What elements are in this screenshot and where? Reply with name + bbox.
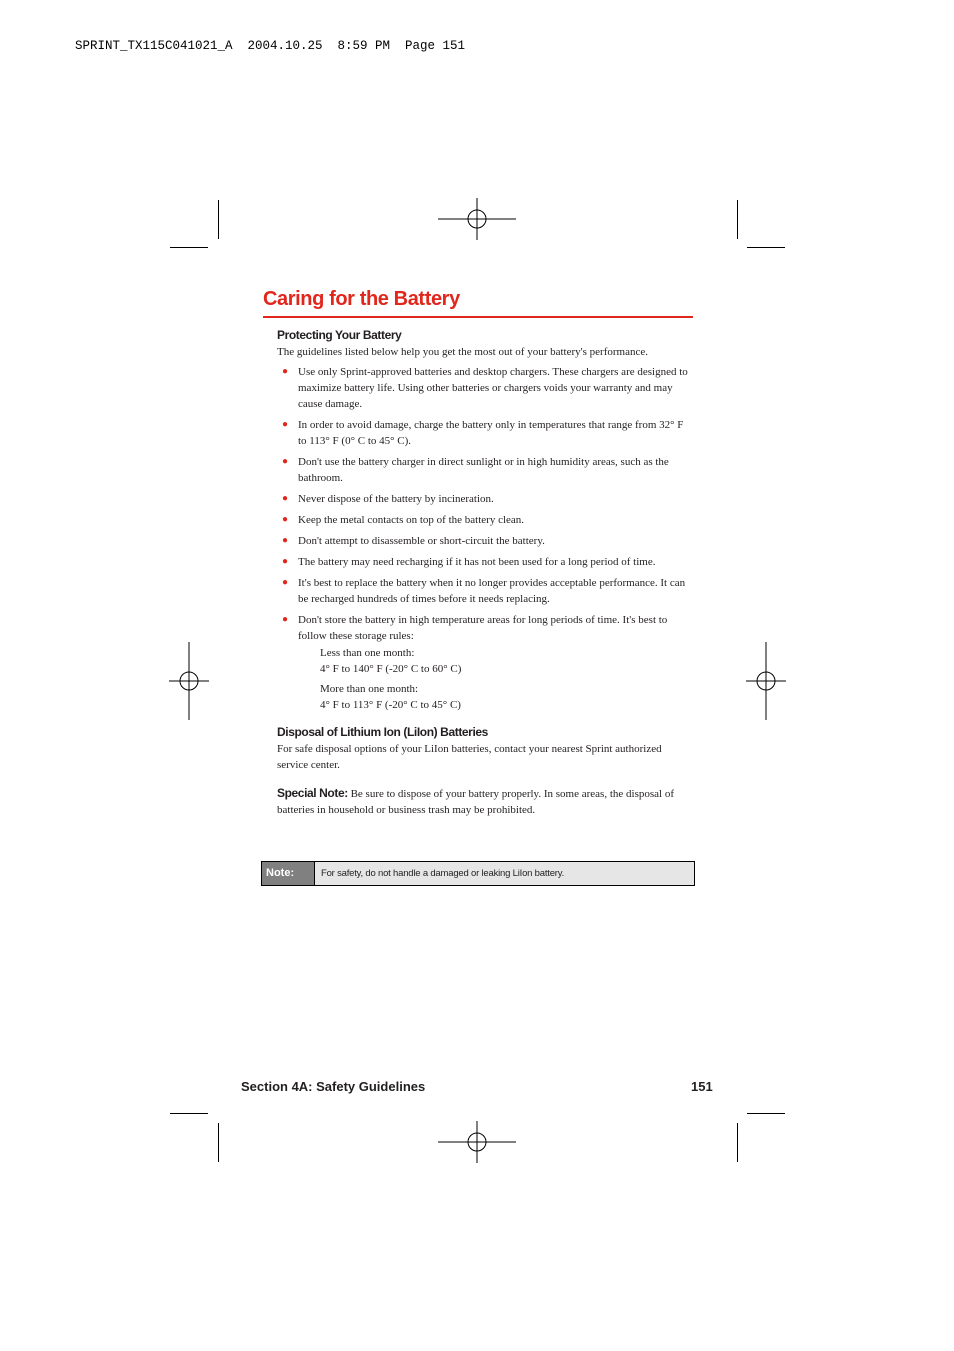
crop-mark-bottom-right-horizontal	[747, 1113, 785, 1114]
storage-rule	[320, 645, 693, 677]
list-item	[277, 554, 693, 570]
list-item-text: The battery may need recharging if it has not been used for a long period of time.	[298, 556, 656, 568]
storage-rule	[320, 681, 693, 713]
crop-mark-bottom-left-vertical	[218, 1123, 219, 1162]
registration-mark-top-icon	[438, 198, 516, 245]
list-item	[277, 491, 693, 507]
section-heading-protecting: Protecting Your Battery	[277, 328, 402, 342]
crop-mark-bottom-right-vertical	[737, 1123, 738, 1162]
storage-rule-range: 4° F to 140° F (-20° C to 60° C)	[320, 663, 462, 675]
note-label: Note:	[262, 862, 315, 885]
list-item-text: Use only Sprint-approved batteries and desktop chargers. These chargers are designed to maximize battery life. Using other batteries or chargers voids your warranty and may cause damage.	[298, 366, 688, 410]
storage-rule-label: Less than one month:	[320, 647, 415, 659]
list-item	[277, 575, 693, 607]
storage-rule-range: 4° F to 113° F (-20° C to 45° C)	[320, 699, 461, 711]
crop-mark-top-right-horizontal	[747, 247, 785, 248]
section-heading-disposal: Disposal of Lithium Ion (LiIon) Batteries	[277, 725, 488, 739]
bullet-icon: ●	[282, 614, 289, 625]
bullet-icon: ●	[282, 456, 289, 467]
list-item-text: Never dispose of the battery by incineration.	[298, 493, 494, 505]
main-content	[277, 326, 693, 818]
title-rule	[263, 316, 693, 318]
list-item	[277, 364, 693, 412]
list-item	[277, 612, 693, 713]
list-item-text: It's best to replace the battery when it no longer provides acceptable performance. It can be recharged hundreds of times before it needs replacing.	[298, 577, 686, 605]
section-intro: The guidelines listed below help you get the most out of your battery's performance.	[277, 346, 648, 358]
registration-mark-bottom-icon	[438, 1121, 516, 1168]
crop-mark-top-right-vertical	[737, 200, 738, 239]
bullet-icon: ●	[282, 577, 289, 588]
storage-rule-label: More than one month:	[320, 683, 419, 695]
list-item-text: In order to avoid damage, charge the battery only in temperatures that range from 32° F to 113° F (0° C to 45° C).	[298, 419, 684, 447]
list-item-text: Don't use the battery charger in direct sunlight or in high humidity areas, such as the bathroom.	[298, 456, 669, 484]
special-note-label: Special Note:	[277, 786, 348, 800]
list-item-text: Don't store the battery in high temperature areas for long periods of time. It's best to follow these storage rules:	[298, 614, 668, 642]
list-item	[277, 454, 693, 486]
list-item-text: Keep the metal contacts on top of the battery clean.	[298, 514, 525, 526]
footer-page-number: 151	[691, 1079, 713, 1094]
list-item-text: Don't attempt to disassemble or short-circuit the battery.	[298, 535, 545, 547]
disposal-text: For safe disposal options of your LiIon batteries, contact your nearest Sprint authorized service center.	[277, 743, 662, 771]
crop-mark-bottom-left-horizontal	[170, 1113, 208, 1114]
list-item	[277, 417, 693, 449]
list-item	[277, 512, 693, 528]
bullet-icon: ●	[282, 493, 289, 504]
registration-mark-left-icon	[169, 642, 209, 725]
print-slug: SPRINT_TX115C041021_A 2004.10.25 8:59 PM Page 151	[75, 39, 466, 53]
bullet-icon: ●	[282, 556, 289, 567]
list-item	[277, 533, 693, 549]
note-text: For safety, do not handle a damaged or leaking LiIon battery.	[321, 868, 565, 879]
crop-mark-top-left-vertical	[218, 200, 219, 239]
bullet-icon: ●	[282, 366, 289, 377]
special-note-text: Be sure to dispose of your battery properly. In some areas, the disposal of batteries in household or business trash may be prohibited.	[277, 788, 674, 816]
footer-section-title: Section 4A: Safety Guidelines	[241, 1079, 426, 1094]
crop-mark-top-left-horizontal	[170, 247, 208, 248]
bullet-icon: ●	[282, 419, 289, 430]
bullet-icon: ●	[282, 514, 289, 525]
bullet-icon: ●	[282, 535, 289, 546]
page-title: Caring for the Battery	[263, 288, 460, 310]
storage-rules	[298, 645, 693, 713]
note-box	[261, 861, 695, 886]
special-note	[277, 785, 693, 818]
registration-mark-right-icon	[746, 642, 786, 725]
battery-guidelines-list	[277, 364, 693, 713]
